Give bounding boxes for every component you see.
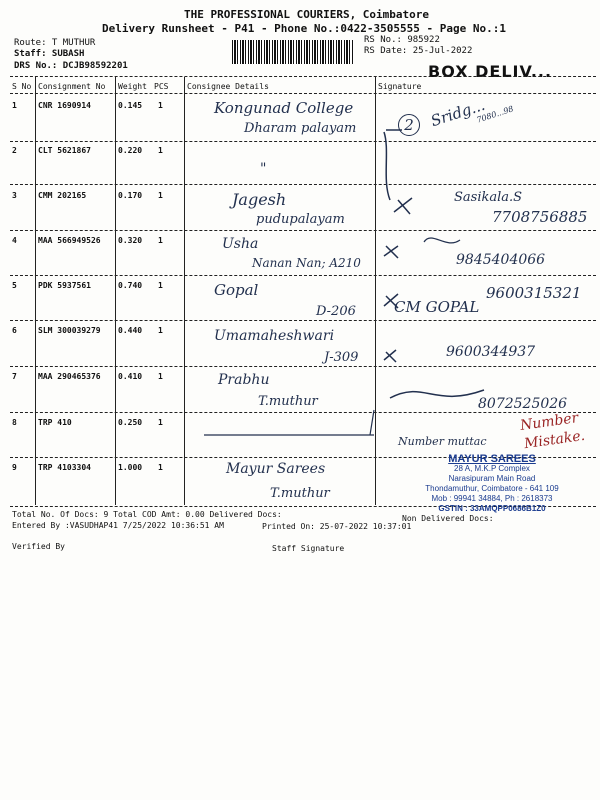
cross-mark bbox=[384, 350, 396, 362]
row-weight: 0.220 bbox=[118, 146, 143, 155]
handwritten-phone: 9600344937 bbox=[446, 344, 536, 360]
row-sno: 3 bbox=[12, 191, 17, 200]
row-consignment: SLM 300039279 bbox=[38, 326, 101, 335]
row-weight: 1.000 bbox=[118, 463, 143, 472]
company-stamp bbox=[392, 454, 592, 514]
handwritten-consignee: Gopal bbox=[214, 281, 259, 299]
row-pcs: 1 bbox=[158, 191, 163, 200]
cross-mark bbox=[384, 294, 398, 308]
row-pcs: 1 bbox=[158, 418, 163, 427]
row-pcs: 1 bbox=[158, 281, 163, 290]
row-consignment: CMM 202165 bbox=[38, 191, 87, 200]
signature-scribble bbox=[390, 390, 484, 398]
handwritten-address: Nanan Nan; A210 bbox=[252, 256, 361, 270]
row-pcs: 1 bbox=[158, 326, 163, 335]
verified-by: Verified By bbox=[12, 542, 65, 551]
row-sno: 8 bbox=[12, 418, 17, 427]
totals-line: Total No. Of Docs: 9 Total COD Amt: 0.00 Delivered Docs: bbox=[12, 510, 282, 519]
row-consignment: TRP 410 bbox=[38, 418, 72, 427]
row-weight: 0.145 bbox=[118, 101, 143, 110]
handwritten-circle-mark: 2 bbox=[398, 114, 420, 136]
row-pcs: 1 bbox=[158, 236, 163, 245]
row-sno: 9 bbox=[12, 463, 17, 472]
row-consignment: MAA 566949526 bbox=[38, 236, 101, 245]
col-pcs: PCS bbox=[154, 82, 169, 91]
handwritten-phone: 7080...98 bbox=[475, 104, 515, 125]
pen-line bbox=[370, 410, 374, 435]
row-weight: 0.250 bbox=[118, 418, 143, 427]
row-consignment: CLT 5621867 bbox=[38, 146, 91, 155]
drs-number: DRS No.: DCJB98592201 bbox=[14, 61, 128, 71]
handwritten-phone: 9845404066 bbox=[456, 252, 546, 268]
row-consignment: MAA 290465376 bbox=[38, 372, 101, 381]
col-weight: Weight bbox=[118, 82, 147, 91]
handwritten-consignee: Kongunad College bbox=[214, 99, 354, 117]
handwritten-signature: Sridg... bbox=[428, 95, 488, 131]
row-weight: 0.440 bbox=[118, 326, 143, 335]
pen-marks bbox=[184, 90, 600, 510]
rs-number: RS No.: 985922 bbox=[364, 35, 440, 45]
stamp-line: Mob : 99941 34884, Ph : 2618373 bbox=[431, 494, 553, 503]
pen-stroke bbox=[384, 132, 390, 200]
row-consignment: TRP 4103304 bbox=[38, 463, 91, 472]
handwritten-address: T.muthur bbox=[258, 394, 318, 409]
col-signature: Signature bbox=[378, 82, 422, 91]
row-weight: 0.170 bbox=[118, 191, 143, 200]
stamp-gstin: GSTIN : 33AMQPP0686B1Z0 bbox=[438, 504, 546, 513]
handwritten-note: Mistake. bbox=[523, 427, 587, 453]
divider bbox=[10, 76, 596, 77]
handwritten-consignee: Mayur Sarees bbox=[226, 461, 326, 477]
row-consignment: CNR 1690914 bbox=[38, 101, 91, 110]
row-weight: 0.740 bbox=[118, 281, 143, 290]
company-title: THE PROFESSIONAL COURIERS, Coimbatore bbox=[184, 8, 430, 21]
row-weight: 0.320 bbox=[118, 236, 143, 245]
stamp-line: Narasipuram Main Road bbox=[448, 474, 536, 483]
stamp-line: 28 A, M.K.P Complex bbox=[454, 464, 530, 473]
row-sno: 5 bbox=[12, 281, 17, 290]
handwritten-signature: Sasikala.S bbox=[454, 190, 523, 205]
handwritten-address: J-309 bbox=[324, 350, 359, 365]
route-label: Route: T MUTHUR bbox=[14, 38, 96, 48]
row-weight: 0.410 bbox=[118, 372, 143, 381]
row-sno: 1 bbox=[12, 101, 17, 110]
col-sno: S No bbox=[12, 82, 32, 91]
row-consignment: PDK 5937561 bbox=[38, 281, 91, 290]
row-pcs: 1 bbox=[158, 372, 163, 381]
handwritten-consignee: Jagesh bbox=[232, 190, 287, 209]
staff-label: Staff: SUBASH bbox=[14, 49, 85, 59]
handwritten-address: D-206 bbox=[316, 304, 356, 319]
handwritten-consignee: Prabhu bbox=[218, 372, 270, 388]
handwritten-address: Dharam palayam bbox=[244, 121, 357, 136]
row-pcs: 1 bbox=[158, 146, 163, 155]
non-delivered-docs: Non Delivered Docs: bbox=[402, 514, 494, 523]
stamp-line: Thondamuthur, Coimbatore - 641 109 bbox=[425, 484, 559, 493]
handwritten-address: pudupalayam bbox=[256, 212, 345, 227]
cross-mark bbox=[384, 246, 398, 258]
stamp-name: MAYUR SAREES bbox=[448, 453, 536, 465]
handwritten-note: Number bbox=[519, 410, 580, 434]
signature-scribble bbox=[424, 238, 460, 243]
col-consignee: Consignee Details bbox=[187, 82, 269, 91]
entered-by: Entered By :VASUDHAP41 7/25/2022 10:36:51 AM bbox=[12, 521, 224, 530]
printed-on: Printed On: 25-07-2022 10:37:01 bbox=[262, 522, 412, 531]
staff-signature: Staff Signature bbox=[272, 544, 345, 553]
handwritten-address: T.muthur bbox=[270, 486, 330, 501]
row-sno: 6 bbox=[12, 326, 17, 335]
rs-date: RS Date: 25-Jul-2022 bbox=[364, 46, 473, 56]
handwritten-consignee: Usha bbox=[222, 236, 259, 252]
handwritten-note: Number muttac bbox=[398, 435, 487, 448]
handwritten-consignee: Umamaheshwari bbox=[214, 328, 335, 344]
barcode bbox=[232, 40, 354, 64]
row-sno: 4 bbox=[12, 236, 17, 245]
row-pcs: 1 bbox=[158, 101, 163, 110]
col-consignment: Consignment No bbox=[38, 82, 106, 91]
handwritten-ditto: " bbox=[260, 161, 267, 177]
handwritten-phone: 9600315321 bbox=[486, 284, 582, 302]
row-sno: 7 bbox=[12, 372, 17, 381]
handwritten-phone: 8072525026 bbox=[478, 396, 568, 412]
row-sno: 2 bbox=[12, 146, 17, 155]
row-pcs: 1 bbox=[158, 463, 163, 472]
handwritten-signature: CM GOPAL bbox=[394, 298, 480, 316]
runsheet-title: Delivery Runsheet - P41 - Phone No.:0422-3505555 - Page No.:1 bbox=[102, 22, 506, 35]
handwritten-phone: 7708756885 bbox=[492, 208, 588, 226]
box-delivery-stamp: BOX DELIV... bbox=[428, 62, 553, 81]
cross-mark bbox=[394, 198, 412, 214]
